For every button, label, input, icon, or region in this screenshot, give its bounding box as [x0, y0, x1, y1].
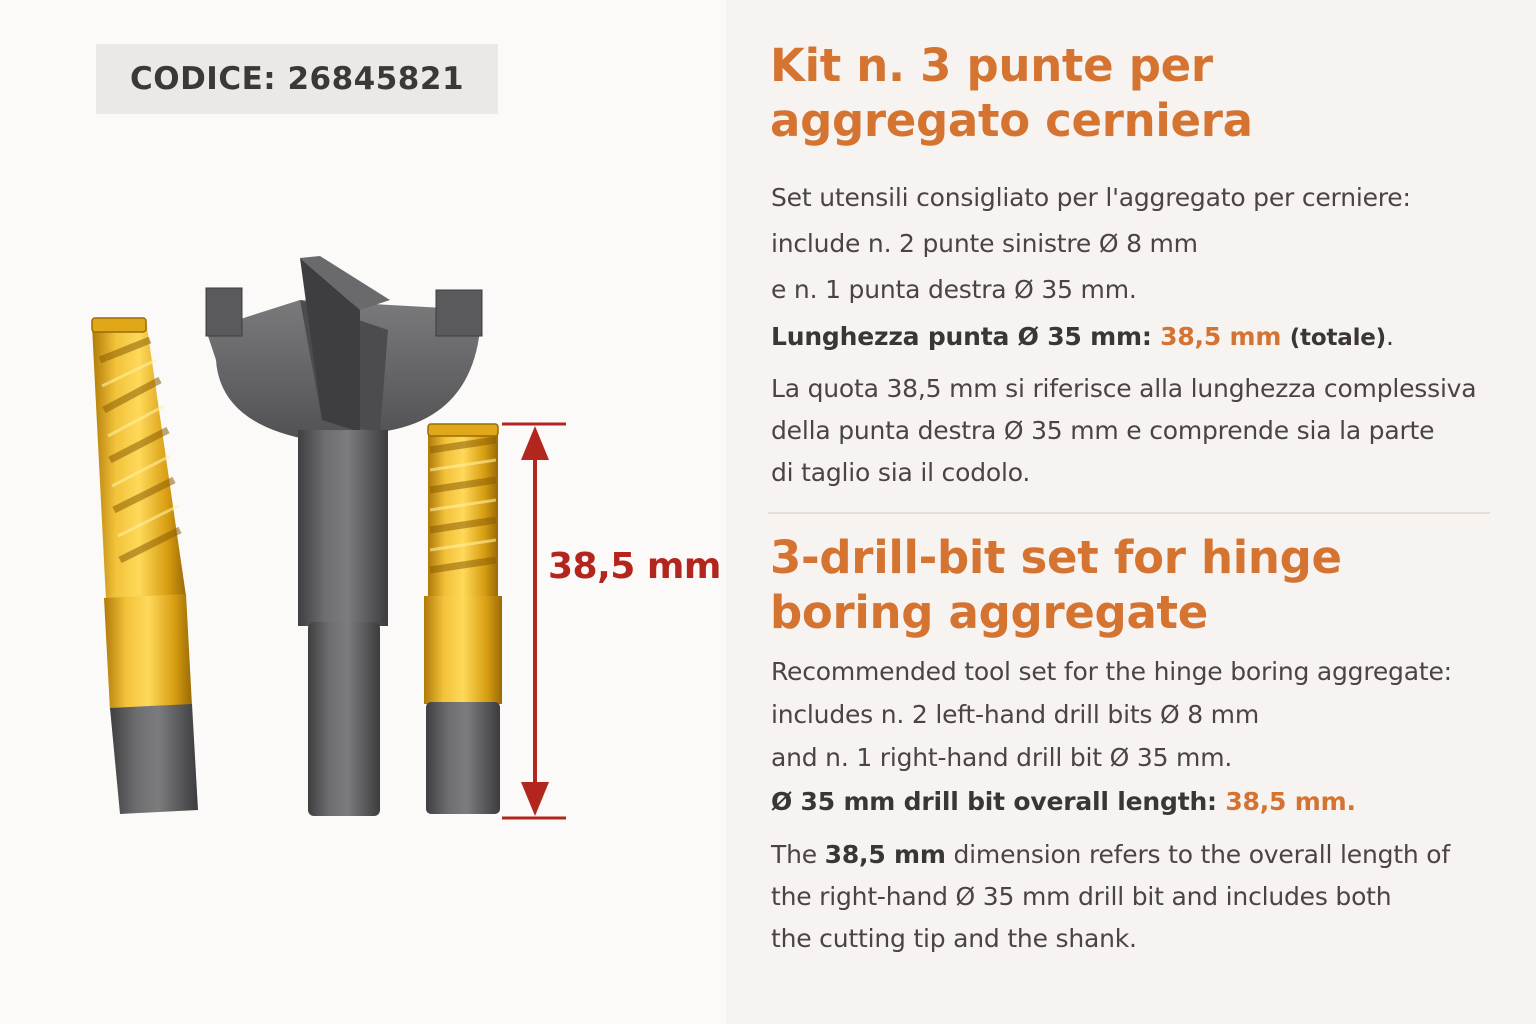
english-length-spec: Ø 35 mm drill bit overall length: 38,5 mm. [771, 787, 1356, 816]
product-code-text: CODICE: 26845821 [129, 61, 465, 97]
dimension-arrow [502, 424, 566, 818]
section-divider [768, 512, 1490, 514]
italian-length-spec: Lunghezza punta Ø 35 mm: 38,5 mm (totale). [771, 322, 1394, 351]
italian-title: Kit n. 3 punte per aggregato cerniera [770, 39, 1253, 147]
english-title: 3-drill-bit set for hinge boring aggregate [770, 531, 1342, 639]
italian-description: Set utensili consigliato per l'aggregato per cerniere: include n. 2 punte sinistre Ø 8 mm e n. 1 punta destra Ø 35 mm. [771, 183, 1411, 304]
left-drill-bit-8mm-a [92, 318, 198, 814]
drill-bits-illustration [0, 0, 726, 1024]
english-description: Recommended tool set for the hinge boring aggregate: includes n. 2 left-hand drill bits Ø 8 mm and n. 1 right-hand drill bit Ø 35 mm. [771, 657, 1452, 772]
dimension-label: 38,5 mm [548, 546, 721, 587]
italian-length-note: La quota 38,5 mm si riferisce alla lunghezza complessiva della punta destra Ø 35 mm e comprende sia la parte di taglio sia il codolo. [771, 374, 1477, 487]
english-length-note: The 38,5 mm dimension refers to the overall length of the right-hand Ø 35 mm drill bit and includes both the cutting tip and the shank. [771, 840, 1450, 953]
left-drill-bit-8mm-b [424, 424, 502, 814]
